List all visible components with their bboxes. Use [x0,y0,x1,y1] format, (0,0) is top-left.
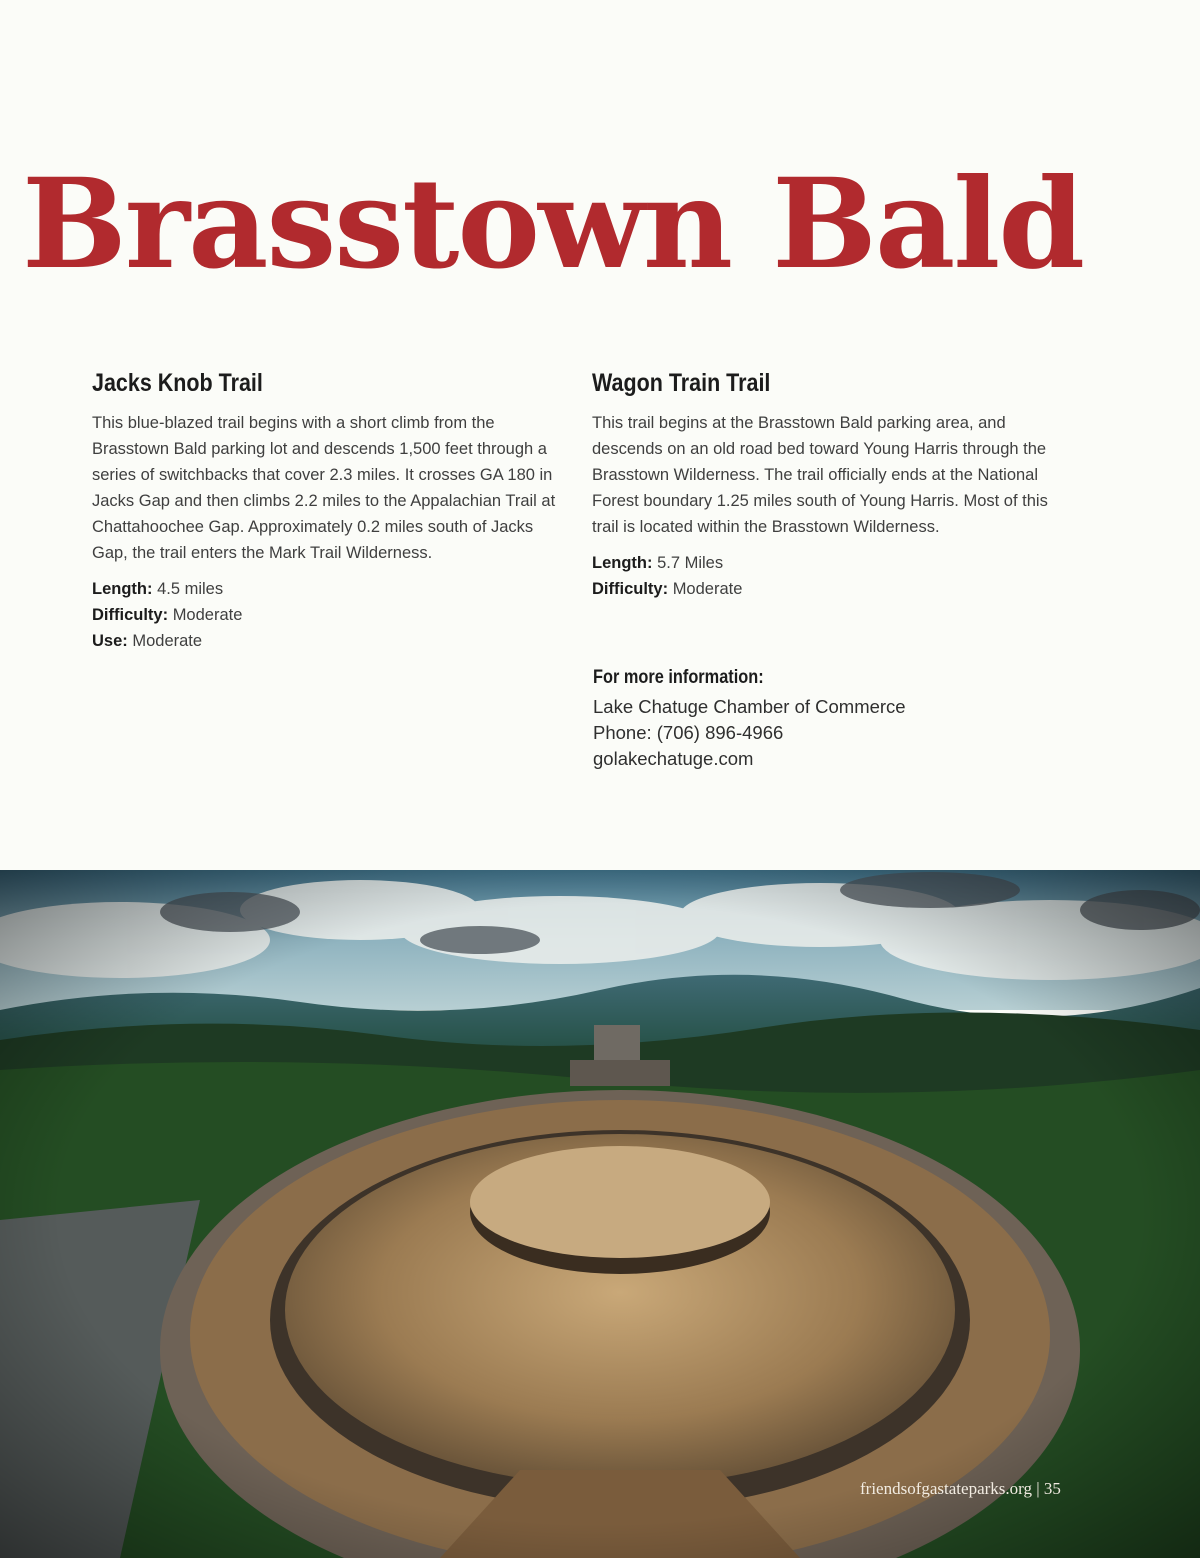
trail-difficulty [592,576,1062,602]
more-info-heading: For more information: [593,667,764,688]
organization-name: Lake Chatuge Chamber of Commerce [593,696,906,717]
phone-number: Phone: (706) 896-4966 [593,722,784,743]
photo-illustration [0,870,1200,1558]
page-number: 35 [1043,1479,1061,1498]
page-footer [860,1479,1061,1499]
length-value: 5.7 Miles [657,554,724,572]
more-info-block [593,664,1013,772]
trail-description: This trail begins at the Brasstown Bald parking area, and descends on an old road bed toward Young Harris through the Brasstown Wilderness. The trail officially ends at the National Forest boundary 1.25 miles south of Young Harris. Most of this trail is located within the Brasstown Wilderness. [592,414,1048,536]
difficulty-label: Difficulty: [92,606,169,624]
trail-use [92,628,562,654]
length-label: Length: [592,554,653,572]
trail-length [592,550,1062,576]
trail-length [92,576,562,602]
trail-name: Wagon Train Trail [592,369,771,397]
trail-difficulty [92,602,562,628]
footer-site[interactable]: friendsofgastateparks.org [860,1479,1032,1498]
length-label: Length: [92,580,153,598]
trail-description: This blue-blazed trail begins with a short climb from the Brasstown Bald parking lot and descends 1,500 feet through a series of switchbacks that cover 2.3 miles. It crosses GA 180 in Jacks Gap and then climbs 2.2 miles to the Appalachian Trail at Chattahoochee Gap. Approximately 0.2 miles south of Jacks Gap, the trail enters the Mark Trail Wilderness. [92,414,556,562]
use-value: Moderate [132,632,203,650]
page-title: Brasstown Bald [22,152,1084,297]
difficulty-value: Moderate [172,606,243,624]
website-link[interactable]: golakechatuge.com [593,748,754,769]
trail-jacks-knob [92,366,562,654]
difficulty-value: Moderate [672,580,743,598]
difficulty-label: Difficulty: [592,580,669,598]
use-label: Use: [92,632,128,650]
footer-separator: | [1032,1479,1044,1498]
trail-wagon-train [592,366,1062,602]
trail-name: Jacks Knob Trail [92,369,263,397]
observation-deck-photo [0,870,1200,1558]
length-value: 4.5 miles [157,580,224,598]
